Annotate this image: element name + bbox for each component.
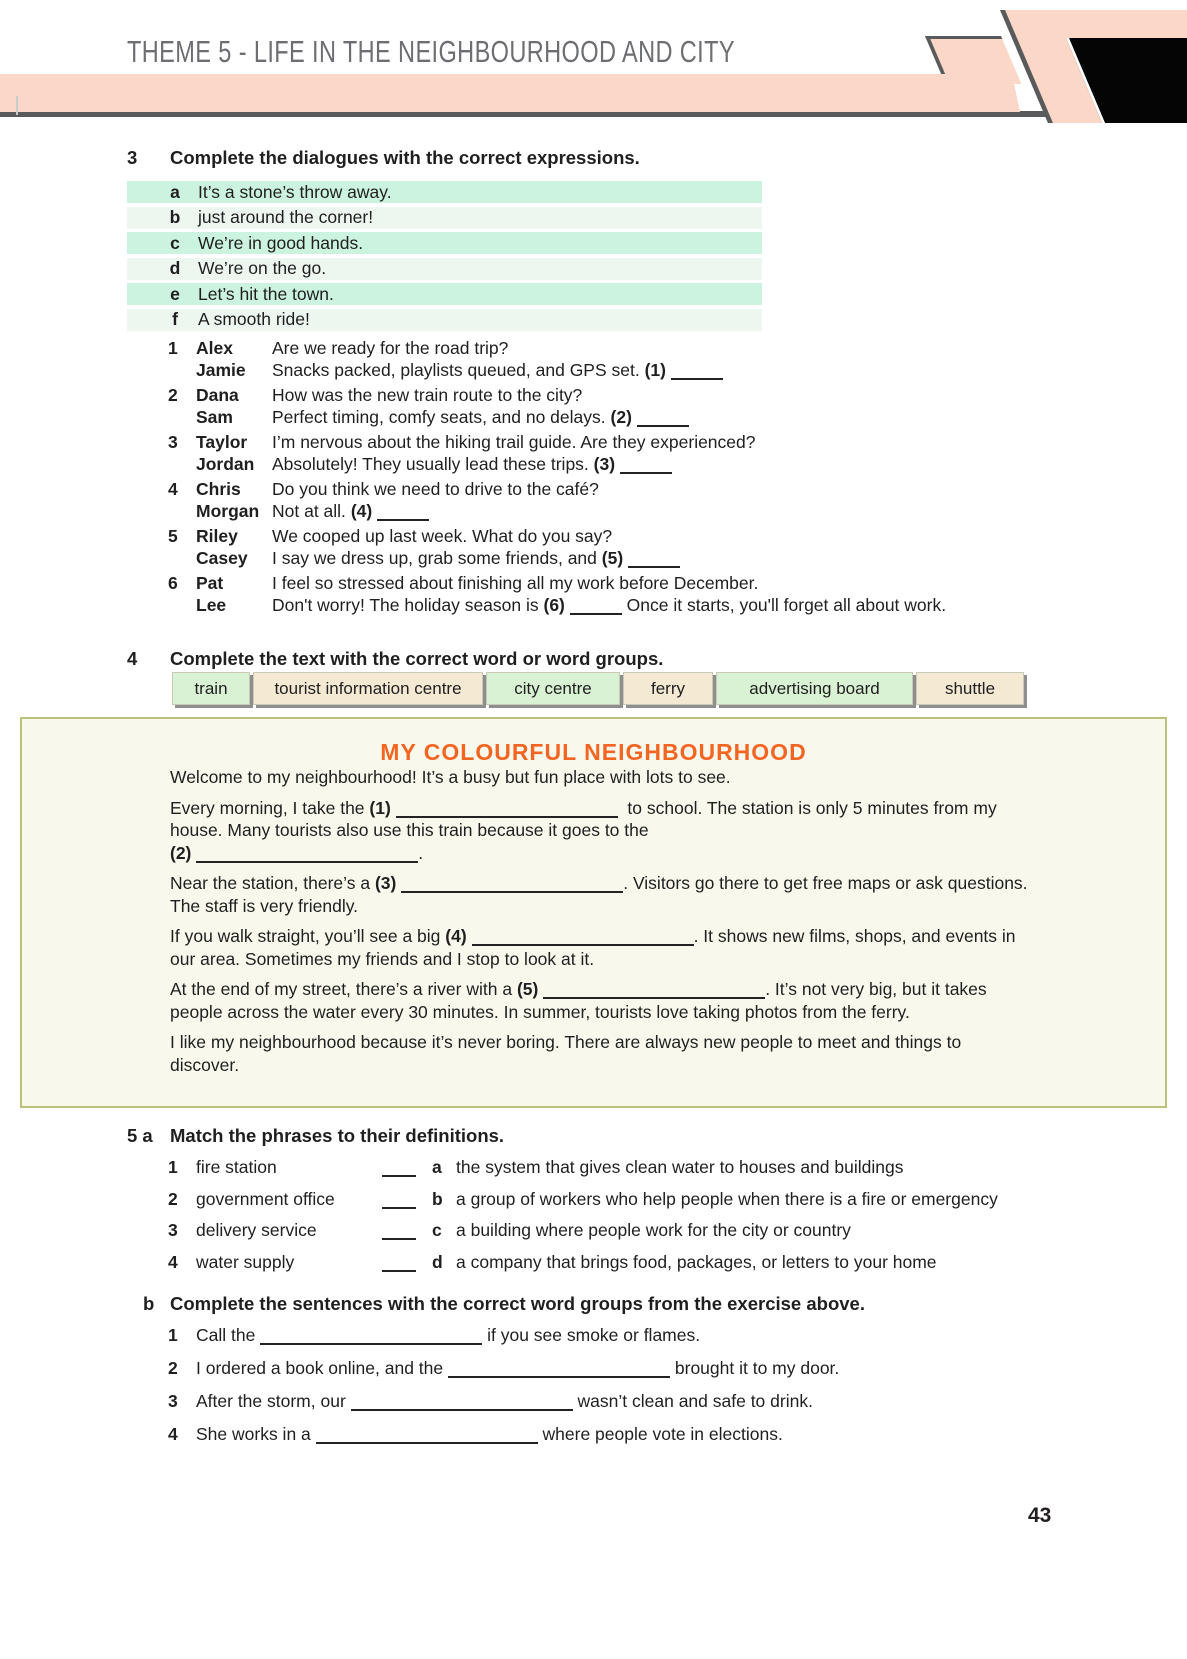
- dialogue-number: 3: [168, 432, 178, 452]
- match-definition: a company that brings food, packages, or letters to your home: [456, 1251, 937, 1272]
- match-phrase: fire station: [196, 1157, 277, 1177]
- blank-line: [382, 1225, 416, 1240]
- blank-marker: (3): [374, 873, 397, 893]
- exercise5a-number: 5 a: [127, 1125, 153, 1146]
- speaker-name: Lee: [196, 594, 227, 615]
- dialogue-number: 2: [168, 385, 178, 405]
- word-bank-item: city centre: [486, 672, 620, 705]
- blank-marker: (1): [644, 359, 666, 380]
- dialogue-text: How was the new train route to the city?: [272, 385, 583, 405]
- option-text: just around the corner!: [198, 207, 374, 227]
- speaker-name: Dana: [196, 385, 239, 405]
- exercise5a-heading: Match the phrases to their definitions.: [170, 1125, 505, 1146]
- option-text: We’re on the go.: [198, 258, 327, 278]
- blank-line: [628, 553, 680, 568]
- page-title: THEME 5 - LIFE IN THE NEIGHBOURHOOD AND CITY: [127, 34, 735, 69]
- sentence-item-3: [168, 1391, 1158, 1413]
- match-number: 3: [168, 1220, 178, 1240]
- dialogue-2: [168, 385, 1168, 428]
- story-body: [170, 766, 1032, 1084]
- blank-line: [316, 1429, 538, 1444]
- option-letter: d: [169, 258, 181, 278]
- dialogue-number: 1: [168, 338, 178, 358]
- blank-marker: (3): [593, 453, 616, 474]
- exercise3-heading: Complete the dialogues with the correct expressions.: [170, 147, 640, 168]
- sentence-number: 3: [168, 1391, 178, 1411]
- word-bank: [172, 672, 1024, 705]
- decor-left-tick: [16, 96, 18, 115]
- option-letter: f: [172, 309, 178, 329]
- word-bank-item: shuttle: [916, 672, 1024, 705]
- blank-line: [637, 412, 689, 427]
- dialogue-text: I say we dress up, grab some friends, and (5): [272, 548, 1168, 570]
- dialogue-text: Not at all. (4): [272, 501, 1168, 523]
- dialogue-text: I feel so stressed about finishing all my work before December.: [272, 573, 759, 593]
- exercise5b-letter: b: [143, 1293, 155, 1314]
- match-definition: a group of workers who help people when there is a fire or emergency: [456, 1188, 998, 1209]
- match-item-2: [168, 1189, 1158, 1211]
- story-title: MY COLOURFUL NEIGHBOURHOOD: [380, 739, 807, 765]
- speaker-name: Jordan: [196, 453, 255, 474]
- exercise3-number: 3: [127, 147, 138, 168]
- option-letter: b: [169, 207, 181, 227]
- sentence-text: After the storm, our wasn’t clean and safe to drink.: [196, 1391, 813, 1411]
- dialogue-line: [168, 360, 1168, 382]
- match-item-3: [168, 1220, 1158, 1242]
- option-letter: c: [170, 232, 180, 253]
- story-paragraph: At the end of my street, there’s a river with a (5) . It’s not very big, but it takes people across the water every 30 minutes. In summer, tourists love taking photos from the ferry.: [170, 979, 987, 1022]
- blank-line: [448, 1363, 670, 1378]
- sentence-number: 2: [168, 1358, 178, 1378]
- match-definition: the system that gives clean water to houses and buildings: [456, 1157, 904, 1177]
- dialogue-text: Snacks packed, playlists queued, and GPS set. (1): [272, 360, 1168, 382]
- speaker-name: Morgan: [196, 500, 260, 521]
- speaker-name: Chris: [196, 479, 241, 499]
- blank-marker: (5): [601, 547, 624, 568]
- sentence-number: 4: [168, 1424, 178, 1444]
- blank-line: [620, 459, 672, 474]
- blank-marker: (4): [350, 500, 373, 521]
- story-paragraph: Welcome to my neighbourhood! It’s a busy but fun place with lots to see.: [170, 767, 731, 787]
- match-number: 2: [168, 1188, 178, 1209]
- story-paragraph: Every morning, I take the (1) to school. The station is only 5 minutes from my house. Many tourists also use this train because it goes to the (2) .: [170, 797, 997, 863]
- dialogue-number: 5: [168, 526, 178, 546]
- word-bank-item: tourist information centre: [253, 672, 483, 705]
- expression-option-f: [127, 309, 762, 331]
- match-item-1: [168, 1157, 1158, 1179]
- speaker-name: Jamie: [196, 359, 246, 380]
- dialogue-text: Don't worry! The holiday season is (6) Once it starts, you'll forget all about work.: [272, 594, 947, 615]
- decor-salmon-band: [0, 74, 1187, 112]
- blank-line: [351, 1396, 573, 1411]
- blank-line: [382, 1162, 416, 1177]
- match-number: 4: [168, 1251, 178, 1272]
- dialogue-line: [168, 501, 1168, 523]
- blank-line: [396, 803, 618, 818]
- option-letter: a: [170, 181, 180, 202]
- blank-line: [382, 1257, 416, 1272]
- match-number: 1: [168, 1157, 178, 1177]
- dialogue-line: [168, 454, 1168, 476]
- dialogue-text: We cooped up last week. What do you say?: [272, 526, 613, 546]
- dialogue-6: [168, 573, 1168, 616]
- blank-marker: (5): [516, 979, 539, 999]
- blank-line: [472, 931, 694, 946]
- match-item-4: [168, 1252, 1158, 1274]
- dialogue-line: [168, 385, 1168, 407]
- dialogue-line: [168, 595, 1168, 617]
- expression-option-a: [127, 181, 762, 203]
- expression-option-d: [127, 258, 762, 280]
- blank-line: [196, 848, 418, 863]
- blank-line: [401, 878, 623, 893]
- story-paragraph: I like my neighbourhood because it’s never boring. There are always new people to meet and things to discover.: [170, 1032, 962, 1075]
- dialogue-3: [168, 432, 1168, 475]
- option-text: It’s a stone’s throw away.: [198, 181, 392, 202]
- sentence-number: 1: [168, 1325, 178, 1345]
- dialogue-4: [168, 479, 1168, 522]
- blank-line: [377, 506, 429, 521]
- match-letter: a: [432, 1157, 442, 1177]
- sentence-item-4: [168, 1424, 1158, 1446]
- match-letter: d: [432, 1251, 443, 1272]
- speaker-name: Taylor: [196, 432, 248, 452]
- dialogue-text: Do you think we need to drive to the café?: [272, 479, 599, 499]
- dialogue-5: [168, 526, 1168, 569]
- dialogue-text: Absolutely! They usually lead these trips. (3): [272, 454, 1168, 476]
- dialogue-text: Perfect timing, comfy seats, and no delays. (2): [272, 407, 1168, 429]
- speaker-name: Riley: [196, 526, 238, 546]
- expression-option-c: [127, 232, 762, 254]
- sentence-text: I ordered a book online, and the brought it to my door.: [196, 1358, 840, 1378]
- dialogue-text: Are we ready for the road trip?: [272, 338, 509, 358]
- dialogue-text: I’m nervous about the hiking trail guide. Are they experienced?: [272, 432, 756, 452]
- speaker-name: Alex: [196, 338, 233, 358]
- speaker-name: Pat: [196, 573, 224, 593]
- word-bank-item: ferry: [623, 672, 713, 705]
- sentence-list: [168, 1325, 1158, 1457]
- dialogue-line: [168, 573, 1168, 595]
- option-text: A smooth ride!: [198, 309, 310, 329]
- blank-line: [543, 984, 765, 999]
- match-phrase: government office: [196, 1188, 335, 1209]
- match-phrase: delivery service: [196, 1220, 317, 1240]
- sentence-item-2: [168, 1358, 1158, 1380]
- sentence-item-1: [168, 1325, 1158, 1347]
- dialogue-number: 6: [168, 573, 178, 593]
- match-letter: c: [432, 1220, 442, 1240]
- dialogue-line: [168, 548, 1168, 570]
- dialogues-list: [168, 338, 1168, 620]
- dialogue-line: [168, 407, 1168, 429]
- blank-marker: (6): [543, 594, 565, 615]
- page-number: 43: [1028, 1504, 1052, 1527]
- expression-options-list: [127, 181, 762, 334]
- blank-line: [671, 365, 723, 380]
- option-text: Let’s hit the town.: [198, 283, 334, 304]
- expression-option-b: [127, 207, 762, 229]
- match-letter: b: [432, 1188, 443, 1209]
- expression-option-e: [127, 283, 762, 305]
- blank-marker: (4): [445, 926, 467, 946]
- exercise5b-heading: Complete the sentences with the correct word groups from the exercise above.: [170, 1293, 865, 1314]
- sentence-text: Call the if you see smoke or flames.: [196, 1325, 701, 1345]
- word-bank-item: advertising board: [716, 672, 913, 705]
- word-bank-item: train: [172, 672, 250, 705]
- story-box: [20, 717, 1167, 1108]
- dialogue-number: 4: [168, 479, 178, 499]
- dialogue-line: [168, 526, 1168, 548]
- dialogue-line: [168, 432, 1168, 454]
- speaker-name: Sam: [196, 406, 233, 427]
- story-paragraph: If you walk straight, you’ll see a big (4) . It shows new films, shops, and events in our area. Sometimes my friends and I stop to look at it.: [170, 926, 1016, 969]
- dialogue-line: [168, 338, 1168, 360]
- match-phrase: water supply: [196, 1251, 295, 1272]
- option-letter: e: [170, 283, 180, 304]
- option-text: We’re in good hands.: [198, 232, 364, 253]
- sentence-text: She works in a where people vote in elections.: [196, 1424, 783, 1444]
- dialogue-line: [168, 479, 1168, 501]
- exercise4-number: 4: [127, 648, 138, 669]
- exercise4-heading: Complete the text with the correct word or word groups.: [170, 648, 664, 669]
- match-list: [168, 1157, 1158, 1283]
- blank-line: [260, 1330, 482, 1345]
- blank-marker: (2): [610, 406, 632, 427]
- match-definition: a building where people work for the city or country: [456, 1220, 851, 1240]
- blank-marker: (1): [369, 797, 391, 818]
- blank-line: [382, 1194, 416, 1209]
- speaker-name: Casey: [196, 547, 248, 568]
- dialogue-1: [168, 338, 1168, 381]
- blank-marker: (2): [170, 842, 192, 863]
- story-paragraph: Near the station, there’s a (3) . Visitors go there to get free maps or ask questions. The staff is very friendly.: [170, 873, 1028, 916]
- blank-line: [570, 600, 622, 615]
